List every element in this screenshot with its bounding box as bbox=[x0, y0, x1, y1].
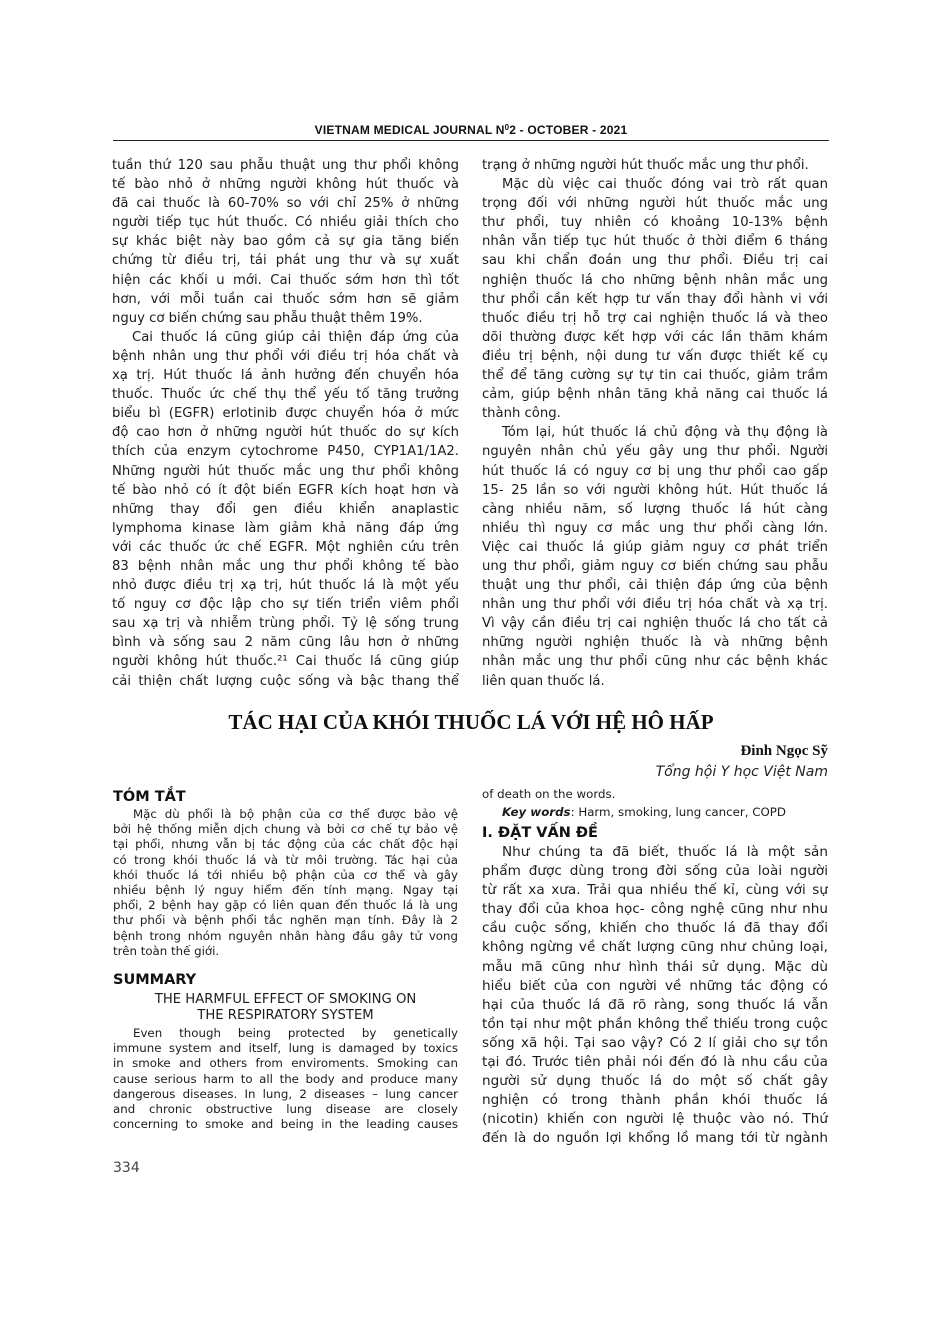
text-line: thành công. bbox=[482, 406, 561, 422]
text-line: nguy cơ biến chứng sau phẫu thuật thêm 19%. bbox=[112, 310, 423, 326]
text-line: sau khi chẩn đoán ung thư phổi. Điều trị cai bbox=[482, 253, 828, 269]
text-line: thuốc điều trị hỗ trợ cai nghiện thuốc lá và theo bbox=[482, 310, 828, 326]
text-line: concerning to smoke and being in the leading causes bbox=[113, 1117, 458, 1132]
text-line: hiện các khối u mới. Cai thuốc sớm hơn thì tốt bbox=[112, 272, 459, 288]
text-line: phổi, 2 bệnh hay gặp có liên quan đến thuốc lá là ung bbox=[113, 898, 458, 913]
summary-heading: SUMMARY bbox=[113, 972, 197, 988]
text-line: nhiều bệnh lý nguy hiểm đến tính mạng. Ngay tại bbox=[113, 882, 458, 897]
text-line: nguyên nhân chủ yếu gây ung thư phổi. Người bbox=[482, 444, 828, 460]
text-line: Even though being protected by genetically bbox=[133, 1026, 458, 1040]
text-line: 15- 25 lần so với người không hút. Hút thuốc lá bbox=[482, 482, 828, 498]
text-line: trạng ở những người hút thuốc mắc ung thư phổi. bbox=[482, 158, 809, 173]
article-affiliation: Tổng hội Y học Việt Nam bbox=[655, 764, 828, 780]
summary-title-line-2: THE RESPIRATORY SYSTEM bbox=[197, 1008, 374, 1023]
header-rule bbox=[113, 140, 829, 141]
text-line: immune system and itself, lung is damaged by toxics bbox=[113, 1041, 458, 1056]
text-line: lymphoma kinase làm giảm khả năng đáp ứng bbox=[112, 520, 459, 536]
text-line: bởi hệ thống miễn dịch chung và bởi cơ chế tự bảo vệ bbox=[113, 822, 458, 837]
text-line: nhân mắc ung thư phổi cũng như các bệnh khác bbox=[482, 654, 828, 670]
text-line: mẫu mã cũng như hình thái sử dụng. Mặc dù bbox=[482, 958, 828, 975]
text-line: nhiều thì nguy cơ mắc ung thư phổi càng lớn. bbox=[482, 520, 828, 536]
top-right-column bbox=[482, 156, 828, 691]
text-line: tế bào nhỏ có ít đột biến EGFR kích hoạt hơn và bbox=[112, 482, 459, 498]
text-line: từ rất xa xưa. Trải qua nhiều thế kỉ, cùng với sự bbox=[482, 882, 828, 899]
text-line: tế bào nhỏ ở những người không hút thuốc và bbox=[112, 177, 459, 193]
text-line: thuật ung thư phổi, cải thiện đáp ứng của bệnh bbox=[482, 578, 828, 594]
text-line: điều trị bệnh, nội dung tư vấn được thiết kế cụ bbox=[482, 348, 828, 364]
text-line: bệnh trong nhóm nguyên nhân hàng đầu gây tử vong bbox=[113, 928, 458, 943]
header-issue-sup: 0 bbox=[504, 123, 510, 132]
text-line: hút thuốc lá có nguy cơ bị ung thư phổi cao gấp bbox=[482, 463, 828, 479]
text-line: chứng từ điều trị, tái phát ung thư và sự xuất bbox=[112, 253, 459, 269]
text-line: xạ trị. Hút thuốc lá ảnh hưởng đến chuyển hóa bbox=[112, 368, 459, 384]
text-line: tố nguy cơ độc lập cho sự tiến triển viêm phổi bbox=[112, 597, 459, 613]
text-line: trọng đối với những người hút thuốc mắc ung bbox=[482, 196, 828, 212]
text-line: (nicotin) khiến con người lệ thuộc vào nó. Thứ bbox=[482, 1111, 828, 1128]
article-author: Đinh Ngọc Sỹ bbox=[740, 743, 828, 759]
text-line: phẩm được dùng trong đời sống của loài người bbox=[482, 863, 828, 880]
text-line: thư phổi, tuy nhiên có khoảng 10-13% bệnh bbox=[482, 215, 828, 231]
summary-title-line-1: THE HARMFUL EFFECT OF SMOKING ON bbox=[154, 992, 417, 1007]
text-line: sau xạ trị và nhiễm trùng phổi. Tỷ lệ sống trung bbox=[112, 616, 459, 632]
text-line: thay đổi của khoa học- công nghệ cũng như nhu bbox=[482, 901, 828, 918]
tomtat-body bbox=[113, 807, 458, 959]
text-line: với các thuốc ức chế EGFR. Một nghiên cứu trên bbox=[112, 539, 459, 555]
keywords-label: Key words bbox=[502, 804, 571, 819]
header-issue-suffix: 2 - OCTOBER - 2021 bbox=[509, 123, 628, 137]
text-line: độ cao hơn ở những người hút thuốc do sự kích bbox=[112, 425, 459, 441]
text-line: sống xã hội. Tại sao vậy? Có 2 lí giải cho sự tồn bbox=[482, 1034, 828, 1051]
text-line: trên toàn thế giới. bbox=[113, 943, 220, 958]
keywords-line bbox=[482, 804, 828, 822]
text-line: càng nhiều năm, số lượng thuốc lá hút càng bbox=[482, 501, 828, 517]
summary-continued bbox=[482, 786, 828, 821]
header-journal-prefix: VIETNAM MEDICAL JOURNAL N bbox=[314, 123, 505, 137]
text-line: thuốc. Thuốc ức chế thụ thể yếu tố tăng trưởng bbox=[112, 387, 459, 403]
summary-body bbox=[113, 1026, 458, 1132]
text-line: tồn tại như một phần không thể thiếu trong cuộc bbox=[482, 1015, 828, 1032]
text-line: khói thuốc lá tới nhiều bộ phận của cơ thể và gây bbox=[113, 867, 458, 882]
text-line: hại của thuốc lá đã rõ ràng, song thuốc lá vẫn bbox=[482, 996, 828, 1013]
text-line: thể để tăng cường sự tự tin cai thuốc, giảm trầm bbox=[482, 368, 828, 384]
text-line: dõi thường được kết hợp với các lần thăm khám bbox=[482, 329, 828, 345]
article-title: TÁC HẠI CỦA KHÓI THUỐC LÁ VỚI HỆ HÔ HẤP bbox=[228, 710, 714, 734]
text-line: dangerous diseases. In lung, 2 diseases – lung cancer bbox=[113, 1086, 458, 1101]
running-header bbox=[113, 123, 829, 137]
text-line: Việc cai thuốc lá giúp giảm nguy cơ phát triển bbox=[482, 539, 828, 555]
summary-continued-line: of death on the words. bbox=[482, 787, 616, 801]
text-line: cải thiện chất lượng cuộc sống và bậc thang thể bbox=[112, 673, 459, 689]
text-line: cầu cuộc sống, khiến cho thuốc lá đã thay đổi bbox=[482, 920, 828, 937]
intro-body bbox=[482, 843, 828, 1149]
text-line: sự khác biệt này bao gồm cả sự gia tăng biến bbox=[112, 234, 459, 250]
text-line: cảm, giúp bệnh nhân tăng khả năng cai thuốc lá bbox=[482, 387, 828, 403]
text-line: Mặc dù việc cai thuốc đóng vai trò rất quan bbox=[502, 177, 828, 193]
text-line: 83 bệnh nhân mắc ung thư phổi không tế bào bbox=[112, 558, 459, 574]
text-line: nhân vẫn tiếp tục hút thuốc ở thời điểm 6 tháng bbox=[482, 234, 828, 250]
text-line: ung thư phổi, giảm nguy cơ biến chứng sau phẫu bbox=[482, 558, 828, 574]
text-line: Như chúng ta đã biết, thuốc lá là một sản bbox=[502, 844, 828, 860]
text-line: người sử dụng thuốc lá do một số chất gây bbox=[482, 1073, 828, 1090]
text-line: Mặc dù phổi là bộ phận của cơ thể được bảo vệ bbox=[133, 807, 458, 821]
text-line: hiểu biết của con người về những tác động có bbox=[482, 977, 828, 994]
text-line: hơn, với mỗi tuần cai thuốc sớm hơn sẽ giảm bbox=[112, 291, 459, 307]
text-line: nhân ung thư phổi với điều trị hóa chất và xạ trị. bbox=[482, 597, 828, 613]
text-line: có trong khói thuốc lá và từ môi trường. Tác hại của bbox=[113, 852, 458, 867]
text-line: bình và sống sau 2 năm cũng lâu hơn ở những bbox=[112, 635, 459, 651]
text-line: không ngừng về chất lượng cũng như chủng loại, bbox=[482, 939, 828, 956]
text-line: liên quan thuốc lá. bbox=[482, 673, 605, 689]
text-line: Vì vậy cần điều trị cai nghiện thuốc lá cho tất cả bbox=[482, 616, 828, 632]
text-line: in smoke and others from enviroments. Smoking can bbox=[113, 1056, 458, 1071]
text-line: thư phổi cần kết hợp tư vấn thay đổi hành vi với bbox=[482, 291, 828, 307]
text-line: đến là do nguồn lợi khổng lồ mang tới từ ngành bbox=[482, 1130, 828, 1147]
text-line: thư phổi và bệnh phổi tắc nghẽn mạn tính. Đây là 2 bbox=[113, 913, 458, 928]
text-line: bệnh nhân ung thư phổi với điều trị hóa chất và bbox=[112, 348, 459, 364]
text-line: Những người hút thuốc mắc ung thư phổi không bbox=[112, 463, 459, 479]
text-line: and chronic obstructive lung disease are closely bbox=[113, 1101, 458, 1116]
text-line: tại đó. Trước tiên phải nói đến đó là nhu cầu của bbox=[482, 1054, 828, 1071]
text-line: người tiếp tục hút thuốc. Có nhiều giải thích cho bbox=[112, 215, 459, 231]
tomtat-heading: TÓM TẮT bbox=[113, 789, 186, 805]
text-line: nghiện thuốc lá cho những bệnh nhân mắc ung bbox=[482, 272, 828, 288]
keywords-value: : Harm, smoking, lung cancer, COPD bbox=[570, 804, 786, 819]
text-line: tuần thứ 120 sau phẫu thuật ung thư phổi không bbox=[112, 158, 459, 173]
text-line: Cai thuốc lá cũng giúp cải thiện đáp ứng của bbox=[132, 329, 459, 345]
top-left-column bbox=[112, 156, 459, 691]
text-line: biểu bì (EGFR) erlotinib được chuyển hóa ở mức bbox=[112, 406, 459, 422]
text-line: những người nghiện thuốc là và những bệnh bbox=[482, 635, 828, 651]
text-line: người không hút thuốc.²¹ Cai thuốc lá cũng giúp bbox=[112, 654, 459, 670]
intro-heading: I. ĐẶT VẤN ĐỀ bbox=[482, 825, 598, 841]
text-line: nhỏ được điều trị xạ trị, hút thuốc lá là một yếu bbox=[112, 578, 459, 594]
text-line: thích của enzym cytochrome P450, CYP1A1/1A2. bbox=[112, 444, 459, 460]
text-line: tại phổi, nhưng vẫn bị tác động của các chất độc hại bbox=[113, 837, 458, 852]
text-line: nghiện có trong thành phần khói thuốc lá bbox=[482, 1092, 828, 1109]
text-line: cause serious harm to all the body and produce many bbox=[113, 1071, 458, 1086]
text-line: Tóm lại, hút thuốc lá chủ động và thụ động là bbox=[502, 425, 828, 441]
text-line: đã cai thuốc là 60-70% so với chỉ 25% ở những bbox=[112, 196, 459, 212]
text-line: những thay đổi gen điều khiển anaplastic bbox=[112, 501, 459, 517]
page-number: 334 bbox=[113, 1160, 140, 1176]
